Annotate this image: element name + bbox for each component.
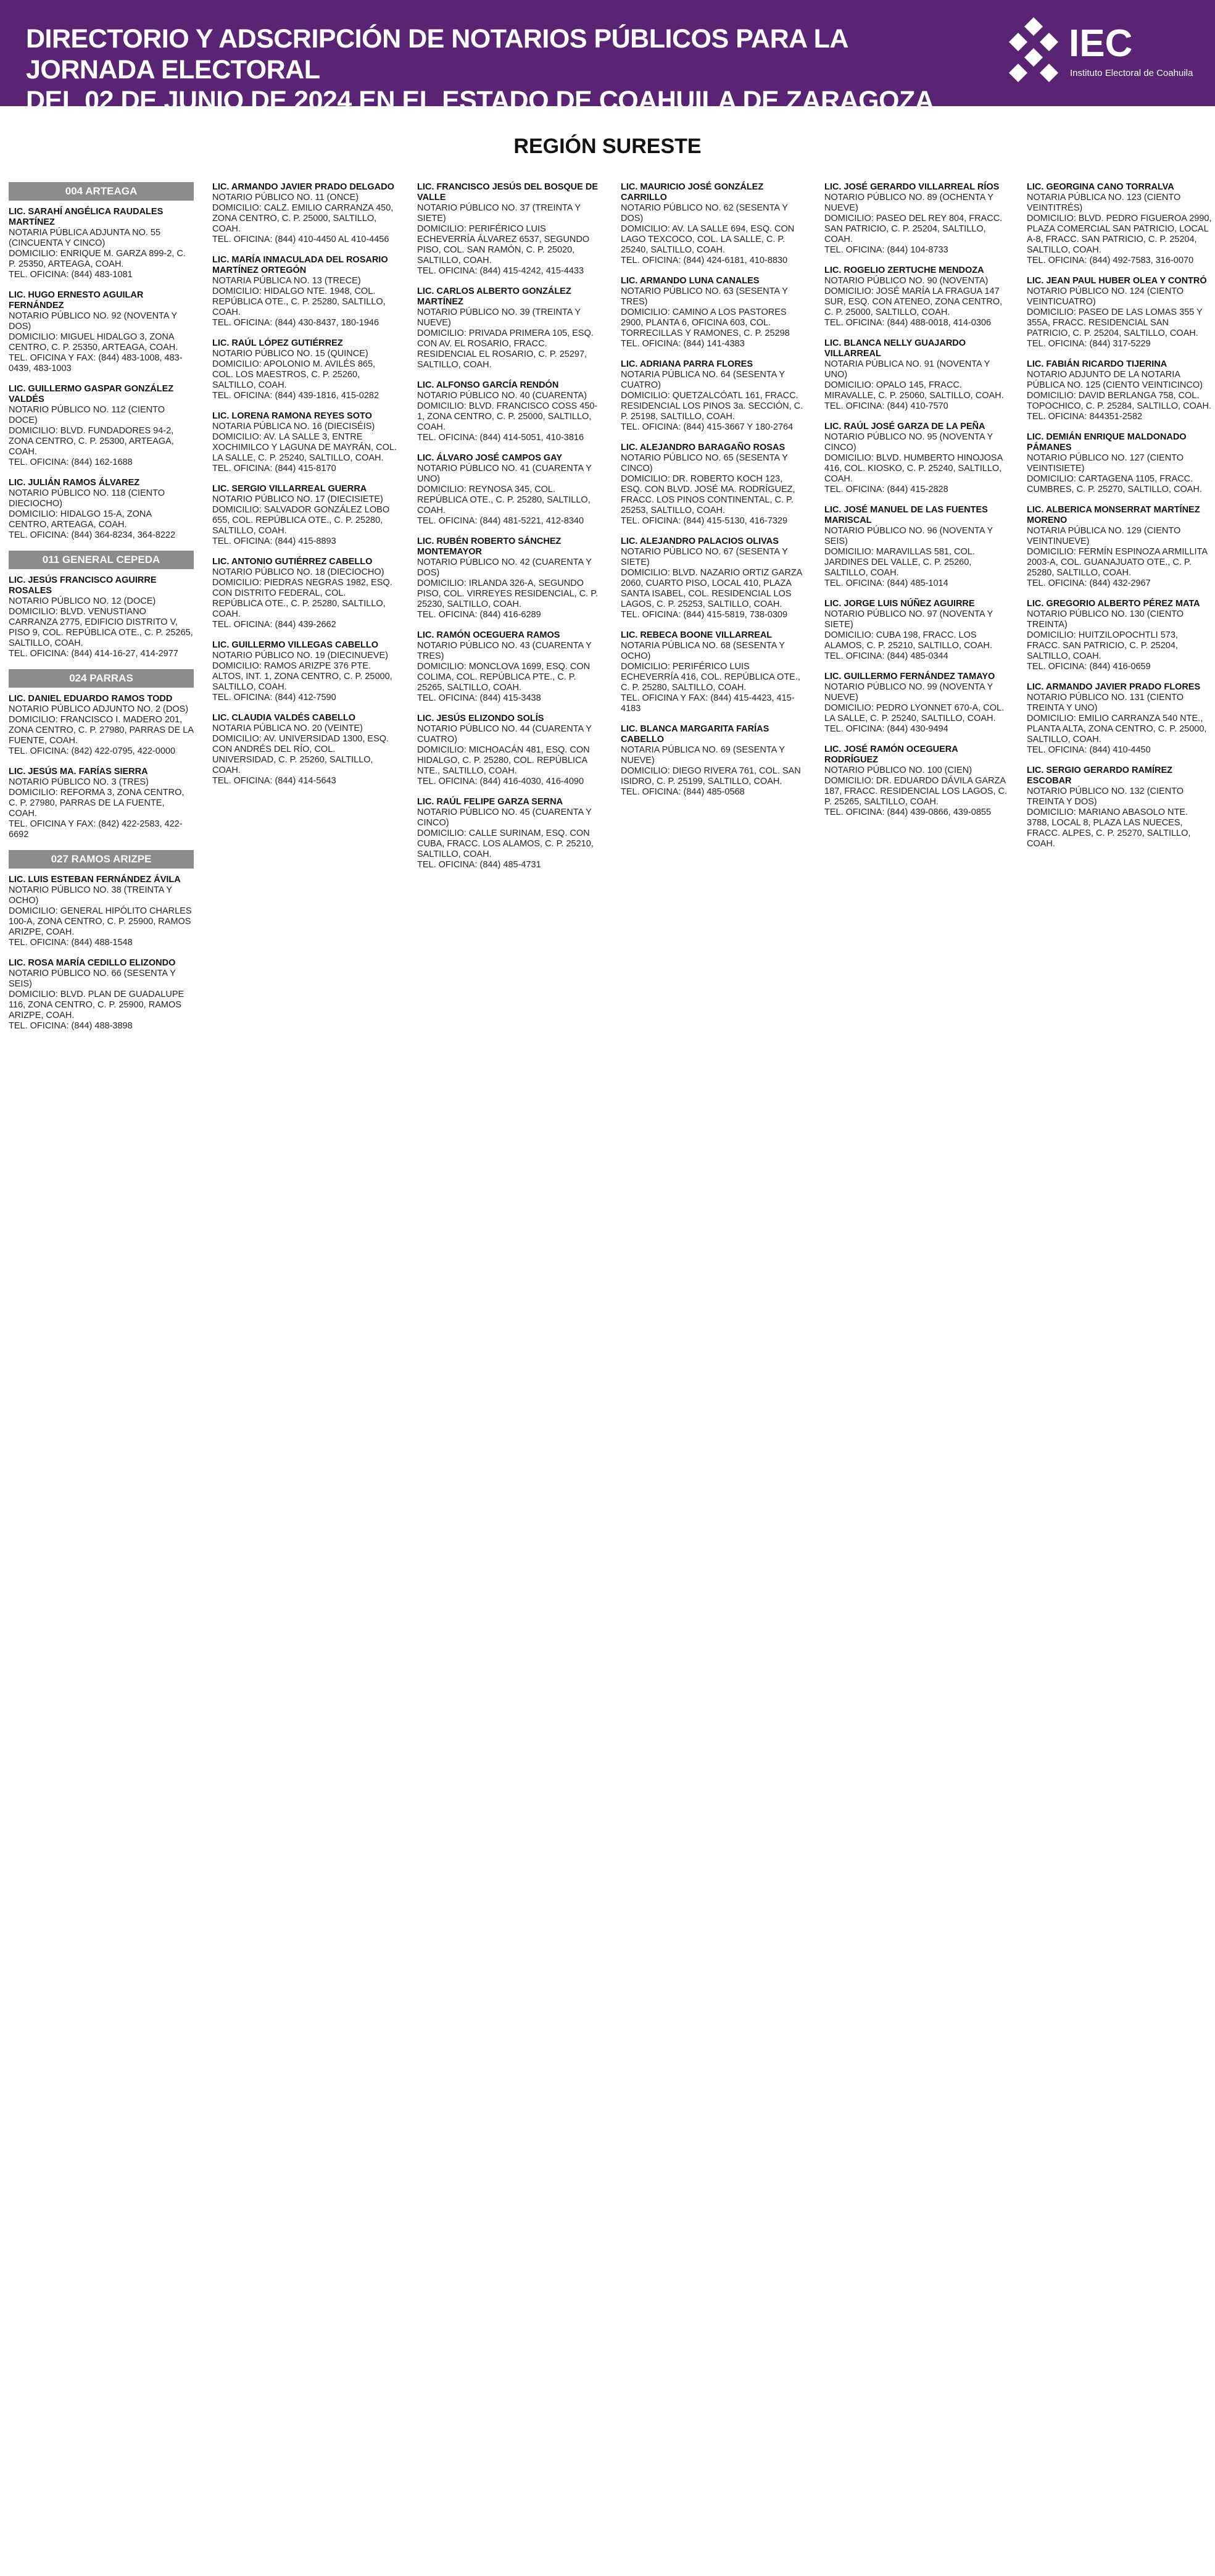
notary-address: DOMICILIO: MARAVILLAS 581, COL. JARDINES DEL VALLE, C. P. 25260, SALTILLO, COAH.: [824, 547, 975, 578]
notary-entry: [9, 875, 194, 948]
notary-entry: [9, 384, 194, 468]
notary-phone: TEL. OFICINA: (844) 412-7590: [212, 693, 336, 702]
notary-office: NOTARIA PÚBLICA NO. 91 (NOVENTA Y UNO): [824, 359, 990, 380]
region-title: REGIÓN SURESTE: [513, 135, 702, 158]
notary-name: LIC. MAURICIO JOSÉ GONZÁLEZ CARRILLO: [621, 182, 764, 202]
notary-entry: [1027, 276, 1212, 349]
notary-address: DOMICILIO: ENRIQUE M. GARZA 899-2, C. P. 25350, ARTEAGA, COAH.: [9, 249, 186, 269]
municipality-header: 011 GENERAL CEPEDA: [9, 551, 194, 569]
notary-phone: TEL. OFICINA: (844) 485-0568: [621, 787, 745, 797]
notary-phone: TEL. OFICINA: (844) 410-4450: [1027, 745, 1151, 755]
notary-entry: [9, 958, 194, 1032]
notary-office: NOTARIO PÚBLICO NO. 17 (DIECISIETE): [212, 494, 383, 504]
logo-subtitle: Instituto Electoral de Coahuila: [1070, 68, 1193, 78]
directory-column: [1027, 182, 1212, 859]
notary-address: DOMICILIO: DR. ROBERTO KOCH 123, ESQ. CON BLVD. JOSÉ MA. RODRÍGUEZ, FRACC. LOS PINOS CONTINENTAL, C. P. 25253, SALTILLO, COAH.: [621, 474, 795, 515]
notary-phone: TEL. OFICINA Y FAX: (844) 415-4423, 415-4183: [621, 693, 795, 714]
logo-text: IEC: [1069, 22, 1133, 65]
iec-logo: [1006, 14, 1191, 91]
notary-entry: [1027, 599, 1212, 672]
notary-phone: TEL. OFICINA: (844) 439-2662: [212, 620, 336, 630]
notary-address: DOMICILIO: CUBA 198, FRACC. LOS ALAMOS, C. P. 25210, SALTILLO, COAH.: [824, 630, 992, 651]
title-line-1: DIRECTORIO Y ADSCRIPCIÓN DE NOTARIOS PÚBLICOS PARA LA JORNADA ELECTORAL: [26, 24, 848, 85]
notary-office: NOTARIO PÚBLICO ADJUNTO NO. 2 (DOS): [9, 704, 189, 714]
notary-address: DOMICILIO: BLVD. NAZARIO ORTIZ GARZA 2060, CUARTO PISO, LOCAL 410, PLAZA SANTA ISABEL, COL. RESIDENCIAL LOS LAGOS, C. P. 25253, SALTILLO, COAH.: [621, 568, 802, 609]
notary-address: DOMICILIO: BLVD. PEDRO FIGUEROA 2990, PLAZA COMERCIAL SAN PATRICIO, LOCAL A-8, FRACC. SAN PATRICIO, C. P. 25204, SALTILLO, COAH.: [1027, 214, 1212, 255]
notary-name: LIC. JEAN PAUL HUBER OLEA Y CONTRÓ: [1027, 276, 1207, 286]
notary-name: LIC. LUIS ESTEBAN FERNÁNDEZ ÁVILA: [9, 875, 181, 885]
notary-phone: TEL. OFICINA: (844) 439-0866, 439-0855: [824, 807, 992, 817]
directory-column: [621, 182, 806, 807]
notary-phone: TEL. OFICINA: (844) 432-2967: [1027, 578, 1151, 588]
notary-office: NOTARIA PÚBLICA NO. 123 (CIENTO VEINTITRÉS): [1027, 193, 1181, 213]
directory-column: [824, 182, 1010, 828]
notary-entry: [9, 207, 194, 280]
notary-name: LIC. JOSÉ GERARDO VILLARREAL RÍOS: [824, 182, 1000, 192]
notary-office: NOTARIO PÚBLICO NO. 127 (CIENTO VEINTISIETE): [1027, 453, 1184, 473]
notary-address: DOMICILIO: EMILIO CARRANZA 540 NTE., PLANTA ALTA, ZONA CENTRO, C. P. 25000, SALTILLO, COAH.: [1027, 714, 1207, 744]
notary-office: NOTARIO PÚBLICO NO. 39 (TREINTA Y NUEVE): [417, 307, 581, 328]
notary-entry: [212, 182, 397, 245]
notary-address: DOMICILIO: PASEO DE LAS LOMAS 355 Y 355A, FRACC. RESIDENCIAL SAN PATRICIO, C. P. 25204, SALTILLO, COAH.: [1027, 307, 1203, 338]
notary-office: NOTARIO PÚBLICO NO. 130 (CIENTO TREINTA): [1027, 609, 1184, 630]
notary-office: NOTARIO PÚBLICO NO. 97 (NOVENTA Y SIETE): [824, 609, 993, 630]
notary-phone: TEL. OFICINA: (844) 410-4450 AL 410-4456: [212, 235, 389, 244]
title-line-2: DEL 02 DE JUNIO DE 2024 EN EL ESTADO DE COAHUILA DE ZARAGOZA: [26, 86, 934, 115]
notary-address: DOMICILIO: DR. EDUARDO DÁVILA GARZA 187, FRACC. RESIDENCIAL LOS LAGOS, C. P. 25265, SALTILLO, COAH.: [824, 776, 1007, 807]
notary-phone: TEL. OFICINA: (844) 430-9494: [824, 724, 948, 734]
notary-office: NOTARIO ADJUNTO DE LA NOTARIA PÚBLICA NO. 125 (CIENTO VEINTICINCO): [1027, 370, 1203, 390]
notary-entry: [417, 453, 602, 527]
notary-address: DOMICILIO: RAMOS ARIZPE 376 PTE. ALTOS, INT. 1, ZONA CENTRO, C. P. 25000, SALTILLO, COAH.: [212, 661, 392, 692]
notary-address: DOMICILIO: PIEDRAS NEGRAS 1982, ESQ. CON DISTRITO FEDERAL, COL. REPÚBLICA OTE., C. P. 25280, SALTILLO, COAH.: [212, 578, 392, 619]
notary-name: LIC. JESÚS FRANCISCO AGUIRRE ROSALES: [9, 575, 157, 596]
notary-office: NOTARIO PÚBLICO NO. 67 (SESENTA Y SIETE): [621, 547, 788, 567]
notary-office: NOTARIO PÚBLICO NO. 124 (CIENTO VEINTICUATRO): [1027, 286, 1184, 307]
notary-entry: [824, 744, 1010, 818]
notary-entry: [417, 797, 602, 870]
notary-office: NOTARIO PÚBLICO NO. 18 (DIECIOCHO): [212, 567, 384, 577]
notary-address: DOMICILIO: AV. UNIVERSIDAD 1300, ESQ. CON ANDRÉS DEL RÍO, COL. UNIVERSIDAD, C. P. 25260, SALTILLO, COAH.: [212, 734, 389, 775]
notary-address: DOMICILIO: IRLANDA 326-A, SEGUNDO PISO, COL. VIRREYES RESIDENCIAL, C. P. 25230, SALTILLO, COAH.: [417, 578, 599, 609]
notary-phone: TEL. OFICINA: (844) 488-1548: [9, 938, 133, 948]
notary-address: DOMICILIO: SALVADOR GONZÁLEZ LOBO 655, COL. REPÚBLICA OTE., C. P. 25280, SALTILLO, COAH.: [212, 505, 390, 536]
notary-office: NOTARIO PÚBLICO NO. 118 (CIENTO DIECIOCHO): [9, 488, 165, 509]
notary-office: NOTARIO PÚBLICO NO. 65 (SESENTA Y CINCO): [621, 453, 788, 473]
notary-phone: TEL. OFICINA: (844) 414-5051, 410-3816: [417, 433, 584, 443]
notary-phone: TEL. OFICINA: (844) 104-8733: [824, 245, 948, 255]
notary-entry: [1027, 765, 1212, 849]
notary-office: NOTARIO PÚBLICO NO. 43 (CUARENTA Y TRES): [417, 641, 592, 661]
notary-entry: [417, 182, 602, 277]
notary-entry: [212, 411, 397, 474]
notary-phone: TEL. OFICINA: (844) 488-3898: [9, 1021, 133, 1031]
notary-entry: [212, 484, 397, 547]
notary-address: DOMICILIO: HIDALGO 15-A, ZONA CENTRO, ARTEAGA, COAH.: [9, 509, 152, 530]
notary-address: DOMICILIO: BLVD. HUMBERTO HINOJOSA 416, COL. KIOSKO, C. P. 25240, SALTILLO, COAH.: [824, 453, 1003, 484]
document-title: [26, 23, 952, 116]
notary-phone: TEL. OFICINA: (844) 162-1688: [9, 457, 133, 467]
notary-office: NOTARIO PÚBLICO NO. 45 (CUARENTA Y CINCO): [417, 807, 592, 828]
notary-name: LIC. BLANCA MARGARITA FARÍAS CABELLO: [621, 724, 769, 744]
notary-entry: [824, 505, 1010, 589]
notary-entry: [417, 714, 602, 787]
notary-name: LIC. DEMIÁN ENRIQUE MALDONADO PÁMANES: [1027, 432, 1187, 452]
notary-phone: TEL. OFICINA: (844) 439-1816, 415-0282: [212, 391, 379, 401]
notary-name: LIC. ALEJANDRO PALACIOS OLIVAS: [621, 536, 779, 546]
notary-name: LIC. GUILLERMO VILLEGAS CABELLO: [212, 640, 379, 650]
notary-name: LIC. GREGORIO ALBERTO PÉREZ MATA: [1027, 599, 1200, 609]
notary-office: NOTARIO PÚBLICO NO. 38 (TREINTA Y OCHO): [9, 885, 172, 906]
notary-phone: TEL. OFICINA: (844) 430-8437, 180-1946: [212, 318, 379, 328]
notary-entry: [621, 276, 806, 349]
notary-phone: TEL. OFICINA: (844) 415-4242, 415-4433: [417, 266, 584, 276]
notary-address: DOMICILIO: PEDRO LYONNET 670-A, COL. LA SALLE, C. P. 25240, SALTILLO, COAH.: [824, 703, 1005, 723]
notary-name: LIC. RAÚL FELIPE GARZA SERNA: [417, 797, 563, 807]
notary-address: DOMICILIO: JOSÉ MARÍA LA FRAGUA 147 SUR, ESQ. CON ATENEO, ZONA CENTRO, C. P. 25000, SALTILLO, COAH.: [824, 286, 1003, 317]
notary-office: NOTARIO PÚBLICO NO. 19 (DIECINUEVE): [212, 651, 388, 661]
notary-address: DOMICILIO: HUITZILOPOCHTLI 573, FRACC. SAN PATRICIO, C. P. 25204, SALTILLO, COAH.: [1027, 630, 1178, 661]
notary-entry: [621, 724, 806, 798]
notary-address: DOMICILIO: MONCLOVA 1699, ESQ. CON COLIMA, COL. REPÚBLICA PTE., C. P. 25265, SALTILLO, COAH.: [417, 662, 591, 693]
notary-office: NOTARIA PÚBLICA NO. 64 (SESENTA Y CUATRO): [621, 370, 785, 390]
notary-phone: TEL. OFICINA: (842) 422-0795, 422-0000: [9, 746, 176, 756]
notary-office: NOTARIO PÚBLICO NO. 3 (TRES): [9, 777, 149, 787]
notary-entry: [212, 338, 397, 401]
notary-phone: TEL. OFICINA Y FAX: (842) 422-2583, 422-6692: [9, 819, 183, 840]
notary-entry: [824, 422, 1010, 495]
notary-name: LIC. ANTONIO GUTIÉRREZ CABELLO: [212, 557, 373, 567]
notary-entry: [9, 290, 194, 374]
notary-name: LIC. SARAHÍ ANGÉLICA RAUDALES MARTÍNEZ: [9, 207, 164, 227]
notary-address: DOMICILIO: PASEO DEL REY 804, FRACC. SAN PATRICIO, C. P. 25204, SALTILLO, COAH.: [824, 214, 1003, 244]
notary-name: LIC. RAMÓN OCEGUERA RAMOS: [417, 630, 560, 640]
notary-office: NOTARIO PÚBLICO NO. 95 (NOVENTA Y CINCO): [824, 432, 993, 452]
notary-phone: TEL. OFICINA: (844) 410-7570: [824, 401, 948, 411]
notary-name: LIC. SERGIO VILLARREAL GUERRA: [212, 484, 367, 494]
notary-address: DOMICILIO: REYNOSA 345, COL. REPÚBLICA OTE., C. P. 25280, SALTILLO, COAH.: [417, 485, 591, 515]
notary-phone: TEL. OFICINA: (844) 424-6181, 410-8830: [621, 256, 788, 265]
notary-entry: [621, 359, 806, 433]
notary-name: LIC. ROGELIO ZERTUCHE MENDOZA: [824, 265, 984, 275]
notary-entry: [824, 338, 1010, 412]
notary-entry: [417, 286, 602, 370]
notary-office: NOTARIA PÚBLICA NO. 20 (VEINTE): [212, 723, 363, 733]
notary-name: LIC. ALFONSO GARCÍA RENDÓN: [417, 380, 559, 390]
notary-name: LIC. JOSÉ MANUEL DE LAS FUENTES MARISCAL: [824, 505, 988, 525]
notary-name: LIC. DANIEL EDUARDO RAMOS TODD: [9, 694, 173, 704]
notary-office: NOTARIO PÚBLICO NO. 44 (CUARENTA Y CUATRO): [417, 724, 592, 744]
notary-entry: [1027, 432, 1212, 495]
notary-office: NOTARIA PÚBLICA NO. 13 (TRECE): [212, 276, 361, 286]
notary-name: LIC. JESÚS ELIZONDO SOLÍS: [417, 714, 544, 723]
notary-office: NOTARIO PÚBLICO NO. 63 (SESENTA Y TRES): [621, 286, 788, 307]
notary-phone: TEL. OFICINA: (844) 416-0659: [1027, 662, 1151, 672]
notary-entry: [824, 599, 1010, 662]
notary-name: LIC. GUILLERMO FERNÁNDEZ TAMAYO: [824, 672, 995, 682]
notary-phone: TEL. OFICINA: (844) 415-8170: [212, 464, 336, 473]
notary-name: LIC. JESÚS MA. FARÍAS SIERRA: [9, 767, 148, 777]
notary-phone: TEL. OFICINA: (844) 483-1081: [9, 270, 133, 280]
notary-address: DOMICILIO: CALZ. EMILIO CARRANZA 450, ZONA CENTRO, C. P. 25000, SALTILLO, COAH.: [212, 203, 394, 234]
notary-name: LIC. RAÚL LÓPEZ GUTIÉRREZ: [212, 338, 343, 348]
notary-entry: [212, 640, 397, 703]
notary-phone: TEL. OFICINA: (844) 485-1014: [824, 578, 948, 588]
notary-address: DOMICILIO: HIDALGO NTE. 1948, COL. REPÚBLICA OTE., C. P. 25280, SALTILLO, COAH.: [212, 286, 386, 317]
iec-emblem-icon: [1006, 17, 1061, 85]
notary-address: DOMICILIO: OPALO 145, FRACC. MIRAVALLE, C. P. 25060, SALTILLO, COAH.: [824, 380, 1004, 401]
notary-phone: TEL. OFICINA: 844351-2582: [1027, 412, 1142, 422]
notary-name: LIC. ARMANDO JAVIER PRADO FLORES: [1027, 682, 1201, 692]
notary-office: NOTARIO PÚBLICO NO. 89 (OCHENTA Y NUEVE): [824, 193, 993, 213]
notary-office: NOTARIO PÚBLICO NO. 96 (NOVENTA Y SEIS): [824, 526, 993, 546]
notary-office: NOTARIO PÚBLICO NO. 40 (CUARENTA): [417, 391, 587, 401]
notary-address: DOMICILIO: CAMINO A LOS PASTORES 2900, PLANTA 6, OFICINA 603, COL. TORRECILLAS Y RAMONES, C. P. 25298: [621, 307, 790, 338]
notary-address: DOMICILIO: BLVD. VENUSTIANO CARRANZA 2775, EDIFICIO DISTRITO V, PISO 9, COL. REPÚBLICA OTE., C. P. 25265, SALTILLO, COAH.: [9, 607, 193, 648]
notary-entry: [824, 265, 1010, 328]
notary-entry: [621, 536, 806, 620]
notary-entry: [621, 443, 806, 527]
notary-address: DOMICILIO: PERIFÉRICO LUIS ECHEVERRÍA ÁLVAREZ 6537, SEGUNDO PISO, COL. SAN RAMÓN, C. P. 25020, SALTILLO, COAH.: [417, 224, 590, 265]
notary-entry: [212, 557, 397, 630]
notary-address: DOMICILIO: QUETZALCÓATL 161, FRACC. RESIDENCIAL LOS PINOS 3a. SECCIÓN, C. P. 25198, SALTILLO, COAH.: [621, 391, 803, 422]
notary-address: DOMICILIO: PRIVADA PRIMERA 105, ESQ. CON AV. EL ROSARIO, FRACC. RESIDENCIAL EL ROSARIO, C. P. 25297, SALTILLO, COAH.: [417, 328, 594, 370]
notary-address: DOMICILIO: MICHOACÁN 481, ESQ. CON HIDALGO, C. P. 25280, COL. REPÚBLICA NTE., SALTILLO, COAH.: [417, 745, 590, 776]
notary-address: DOMICILIO: APOLONIO M. AVILÉS 865, COL. LOS MAESTROS, C. P. 25260, SALTILLO, COAH.: [212, 359, 376, 390]
notary-entry: [1027, 682, 1212, 756]
notary-entry: [1027, 182, 1212, 266]
notary-address: DOMICILIO: FERMÍN ESPINOZA ARMILLITA 2003-A, COL. GUANAJUATO OTE., C. P. 25280, SALTILLO, COAH.: [1027, 547, 1208, 578]
notary-name: LIC. LORENA RAMONA REYES SOTO: [212, 411, 372, 421]
notary-office: NOTARIO PÚBLICO NO. 11 (ONCE): [212, 193, 359, 202]
notary-phone: TEL. OFICINA: (844) 415-5819, 738-0309: [621, 610, 788, 620]
notary-office: NOTARIO PÚBLICO NO. 92 (NOVENTA Y DOS): [9, 311, 177, 331]
notary-phone: TEL. OFICINA: (844) 414-16-27, 414-2977: [9, 649, 178, 659]
notary-office: NOTARIO PÚBLICO NO. 15 (QUINCE): [212, 349, 368, 359]
notary-entry: [1027, 505, 1212, 589]
notary-phone: TEL. OFICINA: (844) 317-5229: [1027, 339, 1151, 349]
notary-address: DOMICILIO: AV. LA SALLE 3, ENTRE XOCHIMILCO Y LAGUNA DE MAYRÁN, COL. LA SALLE, C. P. 25240, SALTILLO, COAH.: [212, 432, 397, 463]
notary-phone: TEL. OFICINA: (844) 415-3438: [417, 693, 541, 703]
notary-entry: [824, 182, 1010, 256]
notary-name: LIC. ARMANDO LUNA CANALES: [621, 276, 760, 286]
notary-address: DOMICILIO: BLVD. PLAN DE GUADALUPE 116, ZONA CENTRO, C. P. 25900, RAMOS ARIZPE, COAH.: [9, 990, 185, 1020]
notary-office: NOTARIA PÚBLICA NO. 129 (CIENTO VEINTINUEVE): [1027, 526, 1181, 546]
notary-name: LIC. CLAUDIA VALDÉS CABELLO: [212, 713, 355, 723]
directory-column: [9, 182, 194, 1041]
notary-office: NOTARIA PÚBLICA NO. 68 (SESENTA Y OCHO): [621, 641, 785, 661]
notary-office: NOTARIO PÚBLICO NO. 100 (CIEN): [824, 765, 972, 775]
notary-entry: [417, 630, 602, 704]
notary-office: NOTARIO PÚBLICO NO. 99 (NOVENTA Y NUEVE): [824, 682, 993, 702]
notary-name: LIC. BLANCA NELLY GUAJARDO VILLARREAL: [824, 338, 966, 359]
notary-office: NOTARIO PÚBLICO NO. 132 (CIENTO TREINTA Y DOS): [1027, 786, 1184, 807]
notary-office: NOTARIO PÚBLICO NO. 90 (NOVENTA): [824, 276, 989, 286]
notary-phone: TEL. OFICINA: (844) 415-3667 Y 180-2764: [621, 422, 794, 432]
header-banner: [0, 0, 1215, 115]
notary-name: LIC. SERGIO GERARDO RAMÍREZ ESCOBAR: [1027, 765, 1173, 786]
notary-name: LIC. REBECA BOONE VILLARREAL: [621, 630, 773, 640]
notary-address: DOMICILIO: PERIFÉRICO LUIS ECHEVERRÍA 416, COL. REPÚBLICA OTE., C. P. 25280, SALTILLO, COAH.: [621, 662, 800, 693]
notary-address: DOMICILIO: AV. LA SALLE 694, ESQ. CON LAGO TEXCOCO, COL. LA SALLE, C. P. 25240, SALTILLO, COAH.: [621, 224, 795, 255]
notary-entry: [9, 694, 194, 757]
notary-entry: [9, 575, 194, 659]
notary-phone: TEL. OFICINA: (844) 415-8893: [212, 536, 336, 546]
notary-address: DOMICILIO: BLVD. FRANCISCO COSS 450-1, ZONA CENTRO, C. P. 25000, SALTILLO, COAH.: [417, 401, 598, 432]
notary-name: LIC. FABIÁN RICARDO TIJERINA: [1027, 359, 1167, 369]
notary-name: LIC. JORGE LUIS NÚÑEZ AGUIRRE: [824, 599, 975, 609]
notary-address: DOMICILIO: CALLE SURINAM, ESQ. CON CUBA, FRACC. LOS ALAMOS, C. P. 25210, SALTILLO, COAH.: [417, 828, 594, 859]
notary-name: LIC. ARMANDO JAVIER PRADO DELGADO: [212, 182, 394, 192]
notary-phone: TEL. OFICINA: (844) 492-7583, 316-0070: [1027, 256, 1194, 265]
notary-phone: TEL. OFICINA: (844) 481-5221, 412-8340: [417, 516, 584, 526]
notary-address: DOMICILIO: MARIANO ABASOLO NTE. 3788, LOCAL 8, PLAZA LAS NUECES, FRACC. ALPES, C. P. 25270, SALTILLO, COAH.: [1027, 807, 1191, 849]
notary-name: LIC. ALEJANDRO BARAGAÑO ROSAS: [621, 443, 786, 452]
notary-address: DOMICILIO: CARTAGENA 1105, FRACC. CUMBRES, C. P. 25270, SALTILLO, COAH.: [1027, 474, 1202, 494]
notary-office: NOTARIO PÚBLICO NO. 112 (CIENTO DOCE): [9, 405, 165, 425]
notary-name: LIC. RUBÉN ROBERTO SÁNCHEZ MONTEMAYOR: [417, 536, 562, 557]
notary-name: LIC. ROSA MARÍA CEDILLO ELIZONDO: [9, 958, 176, 968]
notary-office: NOTARIO PÚBLICO NO. 41 (CUARENTA Y UNO): [417, 464, 592, 484]
notary-phone: TEL. OFICINA: (844) 485-4731: [417, 860, 541, 870]
notary-address: DOMICILIO: REFORMA 3, ZONA CENTRO, C. P. 27980, PARRAS DE LA FUENTE, COAH.: [9, 788, 185, 819]
directory-column: [212, 182, 397, 796]
notary-office: NOTARIO PÚBLICO NO. 12 (DOCE): [9, 596, 156, 606]
notary-name: LIC. ALBERICA MONSERRAT MARTÍNEZ MORENO: [1027, 505, 1200, 525]
notary-phone: TEL. OFICINA: (844) 141-4383: [621, 339, 745, 349]
notary-phone: TEL. OFICINA Y FAX: (844) 483-1008, 483-0439, 483-1003: [9, 353, 183, 373]
notary-office: NOTARIA PÚBLICA NO. 69 (SESENTA Y NUEVE): [621, 745, 785, 765]
notary-entry: [417, 536, 602, 620]
notary-entry: [621, 630, 806, 714]
municipality-header: 004 ARTEAGA: [9, 182, 194, 201]
notary-name: LIC. ÁLVARO JOSÉ CAMPOS GAY: [417, 453, 562, 463]
notary-address: DOMICILIO: MIGUEL HIDALGO 3, ZONA CENTRO, C. P. 25350, ARTEAGA, COAH.: [9, 332, 178, 352]
notary-entry: [212, 713, 397, 786]
notary-office: NOTARIO PÚBLICO NO. 66 (SESENTA Y SEIS): [9, 969, 176, 989]
notary-name: LIC. HUGO ERNESTO AGUILAR FERNÁNDEZ: [9, 290, 144, 311]
directory-column: [417, 182, 602, 880]
notary-phone: TEL. OFICINA: (844) 416-6289: [417, 610, 541, 620]
notary-name: LIC. JOSÉ RAMÓN OCEGUERA RODRÍGUEZ: [824, 744, 958, 765]
notary-address: DOMICILIO: FRANCISCO I. MADERO 201, ZONA CENTRO, C. P. 27980, PARRAS DE LA FUENTE, COAH.: [9, 715, 194, 746]
notary-name: LIC. ADRIANA PARRA FLORES: [621, 359, 753, 369]
notary-entry: [9, 767, 194, 840]
notary-name: LIC. CARLOS ALBERTO GONZÁLEZ MARTÍNEZ: [417, 286, 571, 307]
notary-name: LIC. RAÚL JOSÉ GARZA DE LA PEÑA: [824, 422, 985, 431]
municipality-header: 027 RAMOS ARIZPE: [9, 850, 194, 869]
notary-phone: TEL. OFICINA: (844) 364-8234, 364-8222: [9, 530, 176, 540]
notary-name: LIC. GEORGINA CANO TORRALVA: [1027, 182, 1174, 192]
notary-address: DOMICILIO: BLVD. FUNDADORES 94-2, ZONA CENTRO, C. P. 25300, ARTEAGA, COAH.: [9, 426, 174, 457]
notary-name: LIC. JULIÁN RAMOS ÁLVAREZ: [9, 478, 140, 488]
notary-phone: TEL. OFICINA: (844) 415-2828: [824, 485, 948, 494]
notary-entry: [417, 380, 602, 443]
notary-entry: [212, 255, 397, 328]
notary-entry: [1027, 359, 1212, 422]
notary-office: NOTARIO PÚBLICO NO. 131 (CIENTO TREINTA Y UNO): [1027, 693, 1184, 713]
notary-phone: TEL. OFICINA: (844) 485-0344: [824, 651, 948, 661]
notary-office: NOTARIO PÚBLICO NO. 37 (TREINTA Y SIETE): [417, 203, 581, 223]
notary-address: DOMICILIO: DAVID BERLANGA 758, COL. TOPOCHICO, C. P. 25284, SALTILLO, COAH.: [1027, 391, 1211, 411]
notary-address: DOMICILIO: GENERAL HIPÓLITO CHARLES 100-A, ZONA CENTRO, C. P. 25900, RAMOS ARIZPE, COAH.: [9, 906, 192, 937]
notary-entry: [9, 478, 194, 541]
municipality-header: 024 PARRAS: [9, 669, 194, 688]
notary-entry: [824, 672, 1010, 735]
notary-address: DOMICILIO: DIEGO RIVERA 761, COL. SAN ISIDRO, C. P. 25199, SALTILLO, COAH.: [621, 766, 801, 786]
notary-phone: TEL. OFICINA: (844) 415-5130, 416-7329: [621, 516, 788, 526]
notary-office: NOTARIO PÚBLICO NO. 62 (SESENTA Y DOS): [621, 203, 788, 223]
notary-office: NOTARIA PÚBLICA ADJUNTA NO. 55 (CINCUENTA Y CINCO): [9, 228, 161, 248]
notary-name: LIC. MARÍA INMACULADA DEL ROSARIO MARTÍNEZ ORTEGÓN: [212, 255, 388, 275]
notary-phone: TEL. OFICINA: (844) 488-0018, 414-0306: [824, 318, 992, 328]
notary-entry: [621, 182, 806, 266]
notary-phone: TEL. OFICINA: (844) 416-4030, 416-4090: [417, 777, 584, 786]
notary-name: LIC. GUILLERMO GASPAR GONZÁLEZ VALDÉS: [9, 384, 174, 404]
notary-phone: TEL. OFICINA: (844) 414-5643: [212, 776, 336, 786]
notary-name: LIC. FRANCISCO JESÚS DEL BOSQUE DE VALLE: [417, 182, 598, 202]
notary-office: NOTARIA PÚBLICA NO. 16 (DIECISÉIS): [212, 422, 375, 431]
notary-office: NOTARIO PÚBLICO NO. 42 (CUARENTA Y DOS): [417, 557, 592, 578]
